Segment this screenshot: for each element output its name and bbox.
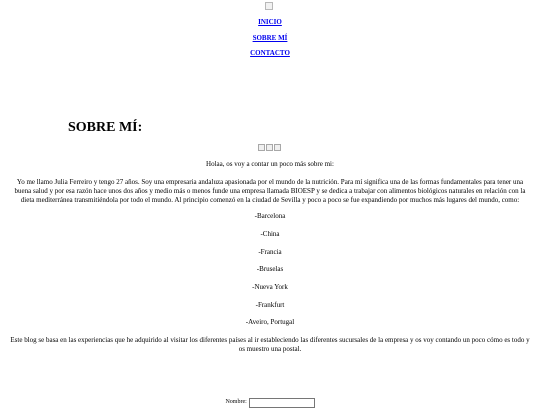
- city-item: -Francia: [258, 248, 282, 256]
- image-gallery: [258, 144, 281, 151]
- nombre-label: Nombre:: [225, 399, 247, 405]
- city-item: -Aveiro, Portugal: [245, 318, 295, 326]
- city-item: -Barcelona: [254, 212, 286, 220]
- city-item: -Nueva York: [252, 283, 288, 291]
- city-item: -Frankfurt: [255, 301, 285, 309]
- broken-image-icon: [274, 144, 281, 151]
- nav-link-sobre-mi[interactable]: SOBRE MÍ: [252, 34, 288, 42]
- city-item: -China: [260, 230, 280, 238]
- contact-form: [0, 398, 540, 408]
- page-title: SOBRE MÍ:: [68, 120, 143, 135]
- nav-link-contacto[interactable]: CONTACTO: [250, 49, 290, 57]
- about-paragraph: Yo me llamo Julia Ferreiro y tengo 27 años. Soy una empresaria andaluza apasionada por el mundo de la nutrición. Para mí significa una de las formas fundamentales para tener una buena salud y por esa razón hace unos dos años y medio más o menos funde una empresa llamada BIOESP y se dedica a trabajar con alimentos biológicos naturales en relación con la dieta mediterránea transmitiéndola por todo el mundo. Al principio comenzó en la ciudad de Sevilla y poco a poco se fue expandiendo por muchos más lugares del mundo, como:: [14, 178, 526, 204]
- broken-image-icon: [266, 144, 273, 151]
- nav-link-inicio[interactable]: INICIO: [258, 18, 282, 26]
- city-item: -Bruselas: [256, 265, 284, 273]
- blog-description: Este blog se basa en las experiencias que he adquirido al visitar los diferentes países al ir estableciendo las diferentes sucursales de la empresa y os voy contando un poco cómo es todo y os muestro una postal.: [10, 336, 530, 353]
- broken-image-icon: [258, 144, 265, 151]
- nombre-input[interactable]: [249, 398, 315, 408]
- intro-text: Holaa, os voy a contar un poco más sobre mi:: [206, 160, 334, 168]
- broken-image-icon: [265, 2, 273, 10]
